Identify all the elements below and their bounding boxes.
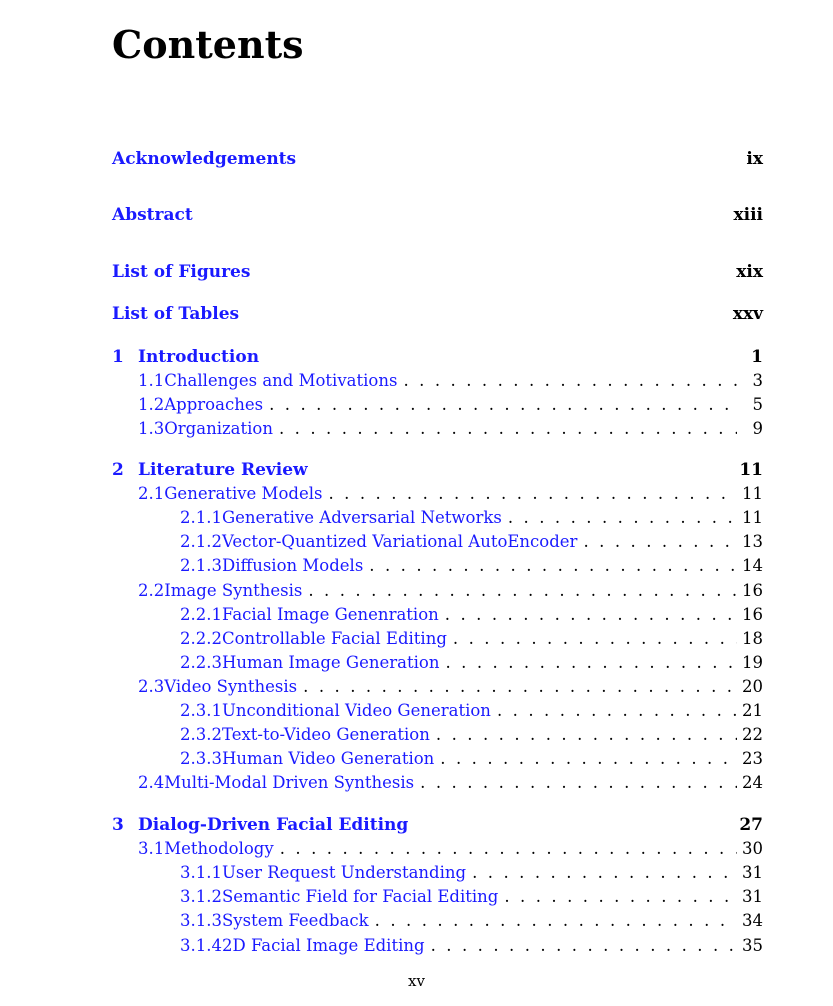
toc-dot-leader bbox=[328, 483, 737, 505]
toc-subsection-entry[interactable] bbox=[180, 555, 763, 577]
toc-page-number: 3 bbox=[752, 371, 763, 390]
toc-page-number: 20 bbox=[742, 677, 763, 696]
toc-subsection-entry[interactable] bbox=[180, 724, 763, 746]
toc-entry-title[interactable]: List of Tables bbox=[112, 304, 240, 324]
toc-entry-number: 3.1.4 bbox=[180, 936, 222, 955]
toc-page-number: 16 bbox=[742, 581, 763, 600]
toc-dot-leader bbox=[453, 628, 737, 650]
toc-section-entry[interactable] bbox=[138, 370, 763, 392]
toc-entry-title[interactable]: Text-to-Video Generation bbox=[221, 725, 430, 744]
toc-chapter-entry[interactable] bbox=[112, 814, 763, 836]
toc-entry-number: 2.3.1 bbox=[180, 701, 222, 720]
toc-page-number: xxv bbox=[732, 304, 763, 324]
toc-entry-number: 2.1.3 bbox=[180, 556, 222, 575]
toc-page-number: 31 bbox=[742, 887, 763, 906]
toc-dot-leader bbox=[375, 910, 737, 932]
toc-section-entry[interactable] bbox=[138, 483, 763, 505]
toc-subsection-entry[interactable] bbox=[180, 748, 763, 770]
toc-subsection-entry[interactable] bbox=[180, 935, 763, 957]
toc-page-number: 23 bbox=[742, 749, 763, 768]
toc-entry-number: 2.4 bbox=[138, 773, 165, 792]
toc-entry-number: 1.2 bbox=[138, 395, 165, 414]
toc-dot-leader bbox=[472, 862, 737, 884]
toc-subsection-entry[interactable] bbox=[180, 531, 763, 553]
toc-dot-leader bbox=[420, 772, 737, 794]
toc-page-number: 34 bbox=[742, 911, 763, 930]
toc-dot-leader bbox=[440, 748, 737, 770]
page-number-footer: xv bbox=[408, 972, 425, 990]
toc-entry-number: 2 bbox=[112, 460, 124, 480]
toc-page-number: 18 bbox=[742, 629, 763, 648]
toc-page-number: 11 bbox=[739, 460, 763, 480]
toc-entry-number: 1 bbox=[112, 347, 124, 367]
toc-entry-title[interactable]: Introduction bbox=[138, 347, 260, 367]
toc-section-entry[interactable] bbox=[138, 394, 763, 416]
toc-front-matter-entry[interactable] bbox=[112, 303, 763, 325]
toc-dot-leader bbox=[436, 724, 737, 746]
toc-entry-number: 3.1.1 bbox=[180, 863, 222, 882]
toc-entry-title[interactable]: Generative Models bbox=[164, 484, 323, 503]
toc-page-number: 13 bbox=[742, 532, 763, 551]
toc-entry-title[interactable]: Diffusion Models bbox=[221, 556, 364, 575]
toc-dot-leader bbox=[369, 555, 737, 577]
toc-entry-title[interactable]: Organization bbox=[164, 419, 273, 438]
toc-page-number: 11 bbox=[742, 484, 763, 503]
toc-section-entry[interactable] bbox=[138, 838, 763, 860]
toc-dot-leader bbox=[279, 418, 737, 440]
toc-chapter-entry[interactable] bbox=[112, 459, 763, 481]
page-title: Contents bbox=[112, 22, 304, 67]
toc-entry-title[interactable]: Abstract bbox=[112, 205, 193, 225]
toc-entry-title[interactable]: Human Image Generation bbox=[221, 653, 440, 672]
toc-page-number: 24 bbox=[742, 773, 763, 792]
toc-dot-leader bbox=[403, 370, 737, 392]
toc-entry-title[interactable]: Dialog-Driven Facial Editing bbox=[138, 815, 409, 835]
toc-page-number: xiii bbox=[733, 205, 763, 225]
toc-page-number: 27 bbox=[739, 815, 763, 835]
toc-entry-number: 2.1.2 bbox=[180, 532, 222, 551]
toc-page-number: 19 bbox=[742, 653, 763, 672]
toc-front-matter-entry[interactable] bbox=[112, 148, 763, 170]
toc-dot-leader bbox=[497, 700, 737, 722]
toc-front-matter-entry[interactable] bbox=[112, 261, 763, 283]
toc-entry-title[interactable]: Generative Adversarial Networks bbox=[221, 508, 502, 527]
toc-dot-leader bbox=[583, 531, 737, 553]
toc-entry-title[interactable]: Human Video Generation bbox=[221, 749, 435, 768]
toc-dot-leader bbox=[431, 935, 737, 957]
toc-entry-number: 2.2.3 bbox=[180, 653, 222, 672]
toc-page-number: 22 bbox=[742, 725, 763, 744]
toc-dot-leader bbox=[280, 838, 737, 860]
toc-entry-title[interactable]: Methodology bbox=[164, 839, 274, 858]
toc-entry-title[interactable]: Controllable Facial Editing bbox=[221, 629, 447, 648]
toc-entry-number: 2.2 bbox=[138, 581, 165, 600]
toc-dot-leader bbox=[303, 676, 737, 698]
toc-page-number: xix bbox=[736, 262, 763, 282]
toc-page-number: 5 bbox=[752, 395, 763, 414]
toc-entry-title[interactable]: Vector-Quantized Variational AutoEncoder bbox=[221, 532, 578, 551]
toc-section-entry[interactable] bbox=[138, 418, 763, 440]
toc-entry-title[interactable]: Acknowledgements bbox=[112, 149, 297, 169]
toc-entry-title[interactable]: Video Synthesis bbox=[164, 677, 298, 696]
toc-entry-number: 3 bbox=[112, 815, 124, 835]
toc-page-number: 35 bbox=[742, 936, 763, 955]
toc-dot-leader bbox=[445, 604, 737, 626]
toc-front-matter-entry[interactable] bbox=[112, 204, 763, 226]
toc-entry-title[interactable]: Semantic Field for Facial Editing bbox=[221, 887, 499, 906]
toc-entry-number: 2.3.2 bbox=[180, 725, 222, 744]
toc-subsection-entry[interactable] bbox=[180, 910, 763, 932]
toc-entry-number: 1.3 bbox=[138, 419, 165, 438]
toc-entry-number: 3.1 bbox=[138, 839, 165, 858]
toc-entry-title[interactable]: Challenges and Motivations bbox=[164, 371, 398, 390]
toc-entry-number: 3.1.3 bbox=[180, 911, 222, 930]
toc-section-entry[interactable] bbox=[138, 580, 763, 602]
toc-page-number: 14 bbox=[742, 556, 763, 575]
toc-page-number: 11 bbox=[742, 508, 763, 527]
toc-entry-number: 2.1 bbox=[138, 484, 165, 503]
toc-dot-leader bbox=[269, 394, 737, 416]
toc-dot-leader bbox=[508, 507, 737, 529]
toc-subsection-entry[interactable] bbox=[180, 652, 763, 674]
toc-entry-title[interactable]: 2D Facial Image Editing bbox=[221, 936, 425, 955]
toc-entry-number: 2.3 bbox=[138, 677, 165, 696]
toc-subsection-entry[interactable] bbox=[180, 862, 763, 884]
toc-entry-number: 1.1 bbox=[138, 371, 165, 390]
toc-section-entry[interactable] bbox=[138, 772, 763, 794]
toc-entry-title[interactable]: Multi-Modal Driven Synthesis bbox=[164, 773, 415, 792]
toc-chapter-entry[interactable] bbox=[112, 346, 763, 368]
toc-page-number: 21 bbox=[742, 701, 763, 720]
toc-entry-number: 3.1.2 bbox=[180, 887, 222, 906]
toc-subsection-entry[interactable] bbox=[180, 628, 763, 650]
toc-entry-title[interactable]: List of Figures bbox=[112, 262, 251, 282]
toc-page-number: 9 bbox=[752, 419, 763, 438]
toc-subsection-entry[interactable] bbox=[180, 507, 763, 529]
toc-entry-title[interactable]: Facial Image Genenration bbox=[221, 605, 439, 624]
toc-entry-title[interactable]: Image Synthesis bbox=[164, 581, 303, 600]
toc-entry-title[interactable]: Literature Review bbox=[138, 460, 308, 480]
toc-page-number: ix bbox=[746, 149, 763, 169]
toc-entry-title[interactable]: Approaches bbox=[164, 395, 264, 414]
toc-entry-number: 2.3.3 bbox=[180, 749, 222, 768]
toc-dot-leader bbox=[445, 652, 737, 674]
toc-section-entry[interactable] bbox=[138, 676, 763, 698]
toc-page-number: 1 bbox=[751, 347, 763, 367]
toc-entry-number: 2.2.1 bbox=[180, 605, 222, 624]
toc-dot-leader bbox=[308, 580, 737, 602]
toc-page-number: 31 bbox=[742, 863, 763, 882]
toc-page-number: 16 bbox=[742, 605, 763, 624]
toc-page-number: 30 bbox=[742, 839, 763, 858]
toc-entry-number: 2.2.2 bbox=[180, 629, 222, 648]
toc-subsection-entry[interactable] bbox=[180, 886, 763, 908]
toc-subsection-entry[interactable] bbox=[180, 700, 763, 722]
toc-dot-leader bbox=[504, 886, 737, 908]
toc-entry-title[interactable]: System Feedback bbox=[221, 911, 369, 930]
toc-entry-title[interactable]: User Request Understanding bbox=[221, 863, 467, 882]
toc-subsection-entry[interactable] bbox=[180, 604, 763, 626]
toc-entry-number: 2.1.1 bbox=[180, 508, 222, 527]
toc-entry-title[interactable]: Unconditional Video Generation bbox=[221, 701, 491, 720]
